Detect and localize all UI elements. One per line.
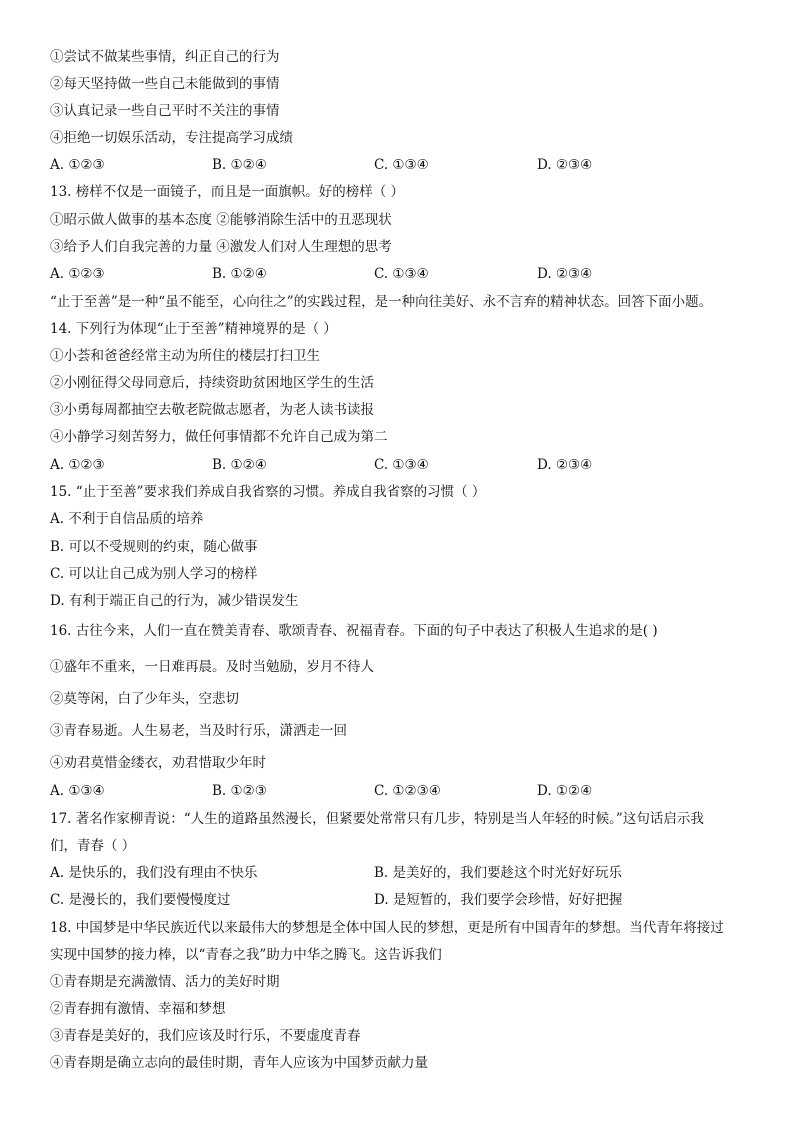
q15-option-d[interactable]: D. 有利于端正自己的行为，减少错误发生 xyxy=(50,593,299,609)
q16-stem: 16. 古往今来，人们一直在赞美青春、歌颂青春、祝福青春。下面的句子中表达了积极人生追求的是( ) xyxy=(50,623,658,639)
q12-option-d[interactable]: D. ②③④ xyxy=(537,157,593,173)
q18-item-4: ④青春期是确立志向的最佳时期，青年人应该为中国梦贡献力量 xyxy=(50,1055,428,1071)
q16-item-4: ④劝君莫惜金缕衣，劝君惜取少年时 xyxy=(50,755,266,771)
q13-items-2: ③给予人们自我完善的力量 ④激发人们对人生理想的思考 xyxy=(50,239,392,255)
q17-options-row-1 xyxy=(50,864,750,882)
q14-item-4: ④小静学习刻苦努力，做任何事情都不允许自己成为第二 xyxy=(50,429,388,445)
q15-option-a[interactable]: A. 不利于自信品质的培养 xyxy=(50,511,204,527)
q14-options xyxy=(50,456,750,474)
q14-item-2: ②小刚征得父母同意后，持续资助贫困地区学生的生活 xyxy=(50,375,374,391)
q13-option-b[interactable]: B. ①②④ xyxy=(212,266,267,282)
q14-option-b[interactable]: B. ①②④ xyxy=(212,457,267,473)
q12-option-b[interactable]: B. ①②④ xyxy=(212,157,267,173)
q14-item-1: ①小荟和爸爸经常主动为所住的楼层打扫卫生 xyxy=(50,348,320,364)
q14-option-d[interactable]: D. ②③④ xyxy=(537,457,593,473)
q17-stem-line-1: 17. 著名作家柳青说：“人生的道路虽然漫长，但紧要处常常只有几步，特别是当人年轻的时候。”这句话启示我 xyxy=(50,811,704,827)
q13-option-d[interactable]: D. ②③④ xyxy=(537,266,593,282)
q18-stem-line-1: 18. 中国梦是中华民族近代以来最伟大的梦想是全体中国人民的梦想，更是所有中国青年的梦想。当代青年将接过 xyxy=(50,920,724,936)
q14-option-a[interactable]: A. ①②③ xyxy=(50,457,105,473)
q17-option-a[interactable]: A. 是快乐的，我们没有理由不快乐 xyxy=(50,865,258,881)
q14-option-c[interactable]: C. ①③④ xyxy=(374,457,429,473)
q18-item-1: ①青春期是充满激情、活力的美好时期 xyxy=(50,974,280,990)
q12-option-c[interactable]: C. ①③④ xyxy=(374,157,429,173)
q12-item-3: ③认真记录一些自己平时不关注的事情 xyxy=(50,103,280,119)
q16-option-c[interactable]: C. ①②③④ xyxy=(374,783,441,799)
q12-item-2: ②每天坚持做一些自己未能做到的事情 xyxy=(50,76,280,92)
q18-item-2: ②青春拥有激情、幸福和梦想 xyxy=(50,1001,226,1017)
q17-option-b[interactable]: B. 是美好的，我们要趁这个时光好好玩乐 xyxy=(374,865,623,881)
q14-stem: 14. 下列行为体现“止于至善”精神境界的是（ ） xyxy=(50,321,337,337)
section-intro: “止于至善”是一种“虽不能至，心向往之”的实践过程，是一种向往美好、永不言弃的精神状态。回答下面小题。 xyxy=(50,294,713,310)
q17-stem-line-2: 们，青春（ ） xyxy=(50,838,136,854)
q14-item-3: ③小勇每周都抽空去敬老院做志愿者，为老人读书读报 xyxy=(50,402,374,418)
q15-stem: 15. “止于至善”要求我们养成自我省察的习惯。养成自我省察的习惯（ ） xyxy=(50,484,486,500)
q15-option-c[interactable]: C. 可以让自己成为别人学习的榜样 xyxy=(50,566,258,582)
q13-items-1: ①昭示做人做事的基本态度 ②能够消除生活中的丑恶现状 xyxy=(50,212,392,228)
q12-option-a[interactable]: A. ①②③ xyxy=(50,157,105,173)
q16-item-3: ③青春易逝。人生易老，当及时行乐，潇洒走一回 xyxy=(50,723,347,739)
q17-option-c[interactable]: C. 是漫长的，我们要慢慢度过 xyxy=(50,892,231,908)
q12-options xyxy=(50,156,750,174)
q16-option-b[interactable]: B. ①②③ xyxy=(212,783,267,799)
q18-item-3: ③青春是美好的，我们应该及时行乐，不要虚度青春 xyxy=(50,1028,361,1044)
q16-item-2: ②莫等闲，白了少年头，空悲切 xyxy=(50,691,239,707)
q16-item-1: ①盛年不重来，一日难再晨。及时当勉励，岁月不待人 xyxy=(50,659,374,675)
q13-option-a[interactable]: A. ①②③ xyxy=(50,266,105,282)
q16-options xyxy=(50,782,750,800)
q12-item-4: ④拒绝一切娱乐活动，专注提高学习成绩 xyxy=(50,130,293,146)
q16-option-d[interactable]: D. ①②④ xyxy=(537,783,593,799)
q13-option-c[interactable]: C. ①③④ xyxy=(374,266,429,282)
q13-stem: 13. 榜样不仅是一面镜子，而且是一面旗帜。好的榜样（ ） xyxy=(50,184,405,200)
q15-option-b[interactable]: B. 可以不受规则的约束，随心做事 xyxy=(50,539,258,555)
q18-stem-line-2: 实现中国梦的接力棒，以“青春之我”助力中华之腾飞。这告诉我们 xyxy=(50,947,442,963)
q17-option-d[interactable]: D. 是短暂的，我们要学会珍惜，好好把握 xyxy=(374,892,623,908)
q13-options xyxy=(50,265,750,283)
q17-options-row-2 xyxy=(50,891,750,909)
q16-option-a[interactable]: A. ①③④ xyxy=(50,783,105,799)
q12-item-1: ①尝试不做某些事情，纠正自己的行为 xyxy=(50,49,280,65)
